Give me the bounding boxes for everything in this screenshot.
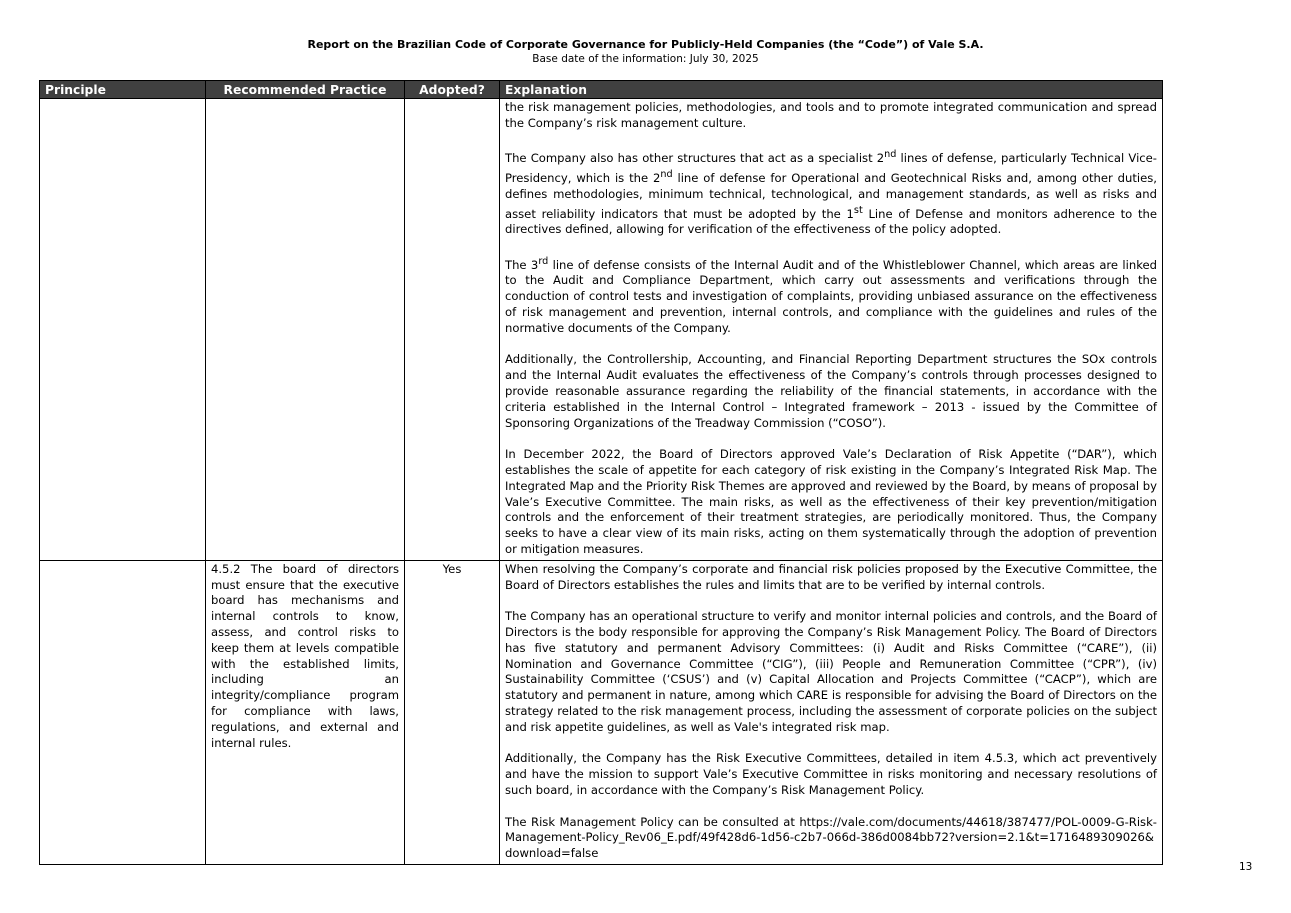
base-date: Base date of the information: July 30, 2025 xyxy=(532,53,759,65)
col-header-adopted: Adopted? xyxy=(405,81,500,99)
explanation-paragraph: The 3rd line of defense consists of the Internal Audit and of the Whistleblower Channel, which areas are linked to the Audit and Compliance Department, which carry out assessments and verifications through the conduction of control tests and investigation of complaints, providing unbiased assurance on the effectiveness of risk management and prevention, internal controls, and compliance with the guidelines and rules of the normative documents of the Company. xyxy=(505,255,1158,335)
explanation-paragraph: When resolving the Company’s corporate and financial risk policies proposed by the Executive Committee, the Board of Directors establishes the rules and limits that are to be verified by internal controls. xyxy=(505,561,1157,592)
explanation-paragraph: The Risk Management Policy can be consulted at https://vale.com/documents/44618/387477/POL-0009-G-Risk-Management-Policy_Rev06_E.pdf/49f428d6-1d56-c2b7-066d-386d0084bb72?version=2.1&t=1716489309026&download=false xyxy=(505,814,1157,861)
table-row xyxy=(40,560,1163,864)
explanation-paragraph: In December 2022, the Board of Directors approved Vale’s Declaration of Risk Appetite (“DAR”), which establishes the scale of appetite for each category of risk existing in the Company’s Integrated Risk Map. The Integrated Map and the Priority Risk Themes are approved and reviewed by the Board, by means of proposal by Vale’s Executive Committee. The main risks, as well as the effectiveness of their key prevention/mitigation controls and the enforcement of their treatment strategies, are periodically monitored. Thus, the Company seeks to have a clear view of its main risks, acting on them systematically through the adoption of prevention or mitigation measures. xyxy=(505,447,1157,556)
explanation-paragraph: Additionally, the Controllership, Accounting, and Financial Reporting Department structures the SOx controls and the Internal Audit evaluates the effectiveness of the Company’s controls through processes designed to provide reasonable assurance regarding the reliability of the financial statements, in accordance with the criteria established in the Internal Control – Integrated framework – 2013 - issued by the Committee of Sponsoring Organizations of the Treadway Commission (“COSO”). xyxy=(505,352,1157,430)
principle-cell xyxy=(40,99,206,561)
page-number: 13 xyxy=(1239,861,1253,873)
col-header-principle: Principle xyxy=(40,81,206,99)
col-header-recommended-practice: Recommended Practice xyxy=(206,81,405,99)
explanation-paragraph: The Company also has other structures that act as a specialist 2nd lines of defense, particularly Technical Vice-Presidency, which is the 2nd line of defense for Operational and Geotechnical Risks and, among other duties, defines methodologies, minimum technical, technological, and management standards, as well as risks and asset reliability indicators that must be adopted by the 1st Line of Defense and monitors adherence to the directives defined, allowing for verification of the effectiveness of the policy adopted. xyxy=(505,149,1157,237)
adopted-cell: Yes xyxy=(405,560,500,864)
governance-table xyxy=(39,80,1163,865)
table-header-row xyxy=(40,81,1163,99)
explanation-cell xyxy=(500,99,1163,561)
table-row xyxy=(40,99,1163,561)
explanation-paragraph: Additionally, the Company has the Risk Executive Committees, detailed in item 4.5.3, which act preventively and have the mission to support Vale’s Executive Committee in risks monitoring and necessary resolutions of such board, in accordance with the Company’s Risk Management Policy. xyxy=(505,751,1157,797)
explanation-paragraph: the risk management policies, methodologies, and tools and to promote integrated communication and spread the Company’s risk management culture. xyxy=(505,100,1157,130)
explanation-cell xyxy=(500,560,1163,864)
report-title: Report on the Brazilian Code of Corporate Governance for Publicly-Held Companies (the “Code”) of Vale S.A. xyxy=(307,38,984,51)
principle-cell xyxy=(40,560,206,864)
practice-cell: 4.5.2 The board of directors must ensure that the executive board has mechanisms and internal controls to know, assess, and control risks to keep them at levels compatible with the established limits, including an integrity/compliance program for compliance with laws, regulations, and external and internal rules. xyxy=(206,560,405,864)
risk-policy-url[interactable]: https://vale.com/documents/44618/387477/POL-0009-G-Risk-Management-Policy_Rev06_E.pdf/49f428d6-1d56-c2b7-066d-386d0084bb72?version=2.1&t=1716489309026&download=false xyxy=(505,814,1157,861)
col-header-explanation: Explanation xyxy=(500,81,1163,99)
practice-cell xyxy=(206,99,405,561)
explanation-paragraph: The Company has an operational structure to verify and monitor internal policies and controls, and the Board of Directors is the body responsible for approving the Company’s Risk Management Policy. The Board of Directors has five statutory and permanent Advisory Committees: (i) Audit and Risks Committee (“CARE”), (ii) Nomination and Governance Committee (“CIG”), (iii) People and Remuneration Committee (“CPR”), (iv) Sustainability Committee (‘CSUS’) and (v) Capital Allocation and Projects Committee (“CACP”), which are statutory and permanent in nature, among which CARE is responsible for advising the Board of Directors on the strategy related to the risk management process, including the assessment of corporate policies on the subject and risk appetite guidelines, as well as Vale's integrated risk map. xyxy=(505,609,1157,734)
adopted-cell xyxy=(405,99,500,561)
